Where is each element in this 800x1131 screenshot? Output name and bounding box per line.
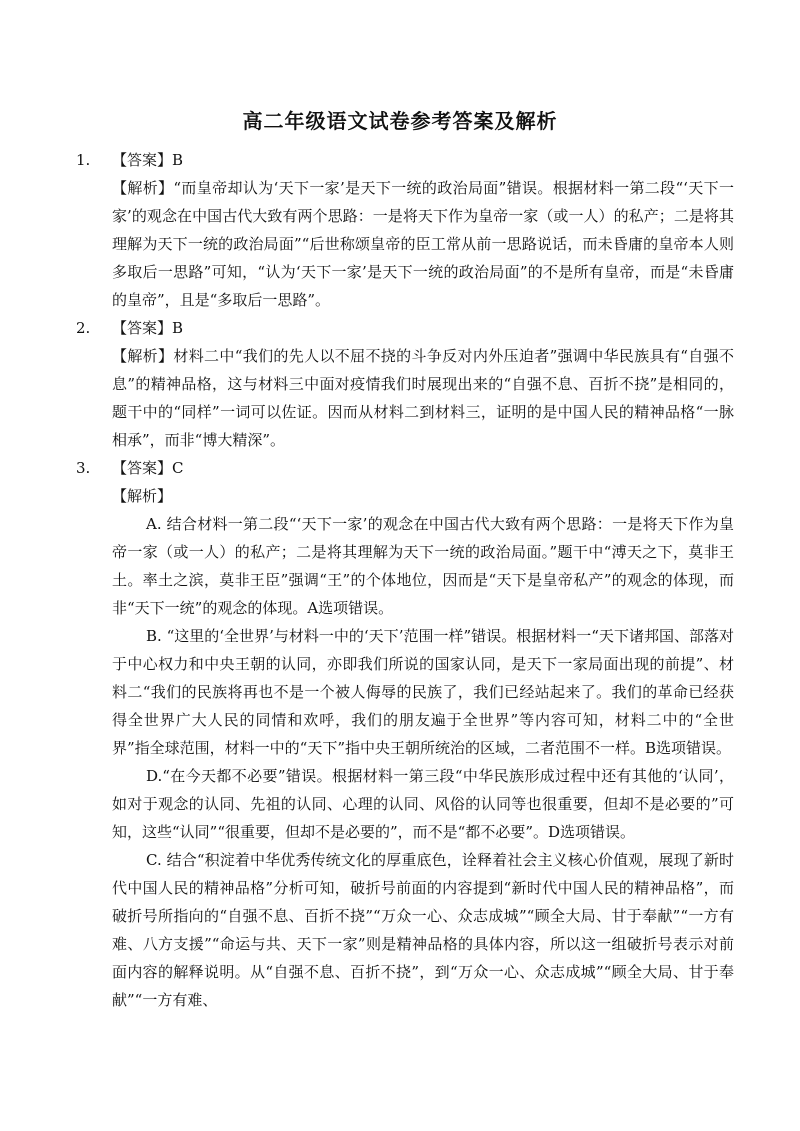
option-d-analysis: D.“在今天都不必要”错误。根据材料一第三段“中华民族形成过程中还有其他的‘认同’，如对于观念的认同、先祖的认同、心理的认同、风俗的认同等也很重要，但却不是必要的”可知，这些“认同”“很重要，但却不是必要的”，而不是“都不必要”。D选项错误。 [112,767,734,841]
analysis-text: 【解析】“而皇帝却认为‘天下一家’是天下一统的政治局面”错误。根据材料一第二段“‘天下一家’的观念在中国古代大致有两个思路：一是将天下作为皇帝一家（或一人）的私产；二是将其理解为天下一统的政治局面”“后世称颂皇帝的臣工常从前一思路说话，而未昏庸的皇帝本人则多取后一思路”可知，“认为‘天下一家’是天下一统的政治局面”的不是所有皇帝，而是“未昏庸的皇帝”，且是“多取后一思路”。 [112,179,734,309]
question-header [76,314,734,342]
answer-label: 【答案】C [112,459,184,477]
option-c-analysis: C. 结合“积淀着中华优秀传统文化的厚重底色，诠释着社会主义核心价值观，展现了新时代中国人民的精神品格”分析可知，破折号前面的内容提到“新时代中国人民的精神品格”，而破折号所指向的“自强不息、百折不挠”“万众一心、众志成城”“顾全大局、甘于奉献”“一方有难、八方支援”“命运与共、天下一家”则是精神品格的具体内容，所以这一组破折号表示对前面内容的解释说明。从“自强不息、百折不挠”，到“万众一心、众志成城”“顾全大局、甘于奉献”“一方有难、 [112,851,734,1009]
question-header [76,454,734,482]
question-number: 3. [76,459,91,477]
page-title: 高二年级语文试卷参考答案及解析 [242,109,558,133]
question-2 [76,314,734,454]
question-header [76,146,734,174]
question-3 [76,454,734,1014]
answer-label: 【答案】B [112,151,184,169]
answer-label: 【答案】B [112,319,184,337]
option-b-analysis: B. “这里的‘全世界’与材料一中的‘天下’范围一样”错误。根据材料一“天下诸邦国、部落对于中心权力和中央王朝的认同，亦即我们所说的国家认同，是天下一家局面出现的前提”、材料二“我们的民族将再也不是一个被人侮辱的民族了，我们已经站起来了。我们的革命已经获得全世界广大人民的同情和欢呼，我们的朋友遍于全世界”等内容可知，材料二中的“全世界”指全球范围，材料一中的“天下”指中央王朝所统治的区域，二者范围不一样。B选项错误。 [112,627,734,757]
question-1 [76,146,734,314]
option-a-analysis: A. 结合材料一第二段“‘天下一家’的观念在中国古代大致有两个思路：一是将天下作为皇帝一家（或一人）的私产；二是将其理解为天下一统的政治局面。”题干中“溥天之下，莫非王土。率土之滨，莫非王臣”强调“王”的个体地位，因而是“天下是皇帝私产”的观念的体现，而非“天下一统”的观念的体现。A选项错误。 [112,515,734,617]
question-number: 2. [76,319,91,337]
question-number: 1. [76,151,91,169]
analysis-label: 【解析】 [112,487,173,505]
answer-list [76,146,734,1014]
analysis-text: 【解析】材料二中“我们的先人以不屈不挠的斗争反对内外压迫者”强调中华民族具有“自强不息”的精神品格，这与材料三中面对疫情我们时展现出来的“自强不息、百折不挠”是相同的，题干中的“同样”一词可以佐证。因而从材料二到材料三，证明的是中国人民的精神品格“一脉相承”，而非“博大精深”。 [112,347,734,449]
